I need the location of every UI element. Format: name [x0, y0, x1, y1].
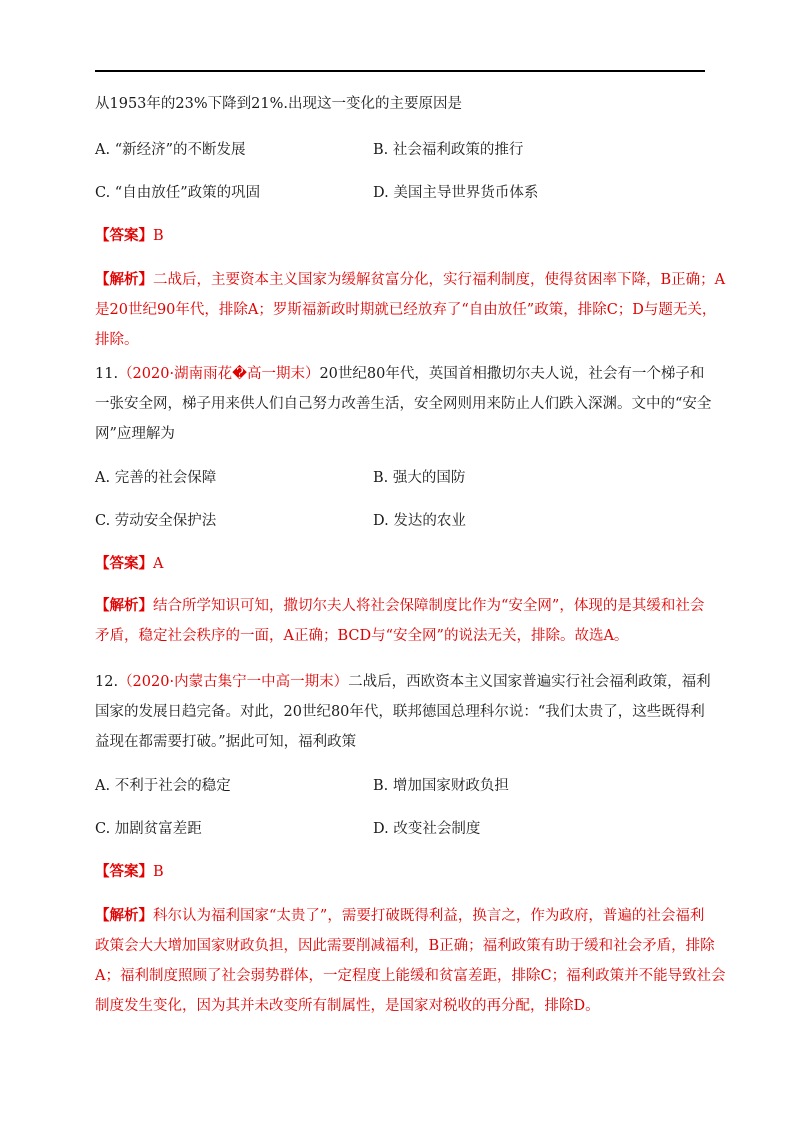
answer-value: B: [153, 864, 164, 880]
q12-option-d: D. 改变社会制度: [373, 821, 481, 837]
q11-stem-line-1: [95, 364, 704, 384]
q10-analysis-line-3: 排除。: [95, 332, 139, 348]
answer-value: A: [153, 556, 164, 572]
q12-analysis-line-3: A；福利制度照顾了社会弱势群体，一定程度上能缓和贫富差距，排除C；福利政策并不能导致社会: [95, 968, 726, 984]
answer-label: 【答案】: [95, 227, 153, 244]
stem-text: 20世纪80年代，英国首相撒切尔夫人说，社会有一个梯子和: [319, 366, 705, 382]
q11-option-c: C. 劳动安全保护法: [95, 513, 217, 529]
question-number: 11.: [95, 366, 119, 382]
q11-option-a: A. 完善的社会保障: [95, 470, 217, 486]
answer-label: 【答案】: [95, 555, 153, 572]
analysis-text: 结合所学知识可知，撒切尔夫人将社会保障制度比作为“安全网”，体现的是其缓和社会: [153, 598, 705, 614]
question-source: （2020·内蒙古集宁一中高一期末）: [118, 674, 349, 690]
analysis-label: 【解析】: [95, 271, 153, 288]
q12-stem-line-3: 益现在都需要打破。”据此可知，福利政策: [95, 734, 357, 750]
analysis-label: 【解析】: [95, 597, 153, 614]
q12-option-c: C. 加剧贫富差距: [95, 821, 202, 837]
q10-stem: 从1953年的23%下降到21%.出现这一变化的主要原因是: [95, 96, 462, 112]
q12-stem-line-1: [95, 672, 711, 692]
q12-stem-line-2: 国家的发展日趋完备。对此，20世纪80年代，联邦德国总理科尔说：“我们太贵了，这些既得利: [95, 704, 705, 720]
q11-stem-line-2: 一张安全网，梯子用来供人们自己努力改善生活，安全网则用来防止人们跌入深渊。文中的“安全: [95, 396, 712, 412]
q10-option-d: D. 美国主导世界货币体系: [373, 185, 539, 201]
q12-answer: [95, 862, 164, 882]
q12-analysis-line-2: 政策会大大增加国家财政负担，因此需要削减福利，B正确；福利政策有助于缓和社会矛盾，排除: [95, 938, 715, 954]
answer-value: B: [153, 228, 164, 244]
header-rule: [95, 70, 705, 72]
q10-option-b: B. 社会福利政策的推行: [373, 142, 524, 158]
q10-option-a: A. “新经济”的不断发展: [95, 142, 246, 158]
q12-analysis-line-4: 制度发生变化，因为其并未改变所有制属性，是国家对税收的再分配，排除D。: [95, 998, 600, 1014]
analysis-text: 二战后，主要资本主义国家为缓解贫富分化，实行福利制度，使得贫困率下降，B正确；A: [153, 272, 726, 288]
question-source: （2020·湖南雨花�高一期末）: [118, 366, 320, 382]
q11-analysis-line-1: [95, 596, 704, 616]
q11-stem-line-3: 网”应理解为: [95, 426, 175, 442]
stem-text: 二战后，西欧资本主义国家普遍实行社会福利政策，福利: [348, 674, 711, 690]
analysis-label: 【解析】: [95, 907, 153, 924]
q11-answer: [95, 554, 163, 574]
analysis-text: 科尔认为福利国家“太贵了”，需要打破既得利益，换言之，作为政府，普遍的社会福利: [153, 908, 705, 924]
q12-analysis-line-1: [95, 906, 704, 926]
q10-option-c: C. “自由放任”政策的巩固: [95, 185, 261, 201]
question-number: 12.: [95, 674, 119, 690]
q11-analysis-line-2: 矛盾，稳定社会秩序的一面，A正确；BCD与“安全网”的说法无关，排除。故选A。: [95, 628, 629, 644]
q10-analysis-line-1: [95, 270, 725, 290]
q10-analysis-line-2: 是20世纪90年代，排除A；罗斯福新政时期就已经放弃了“自由放任”政策，排除C；D与题无关，: [95, 302, 717, 318]
q12-option-a: A. 不利于社会的稳定: [95, 778, 231, 794]
q10-answer: [95, 226, 164, 246]
answer-label: 【答案】: [95, 863, 153, 880]
q12-option-b: B. 增加国家财政负担: [373, 778, 509, 794]
q11-option-d: D. 发达的农业: [373, 513, 466, 529]
q11-option-b: B. 强大的国防: [373, 470, 466, 486]
